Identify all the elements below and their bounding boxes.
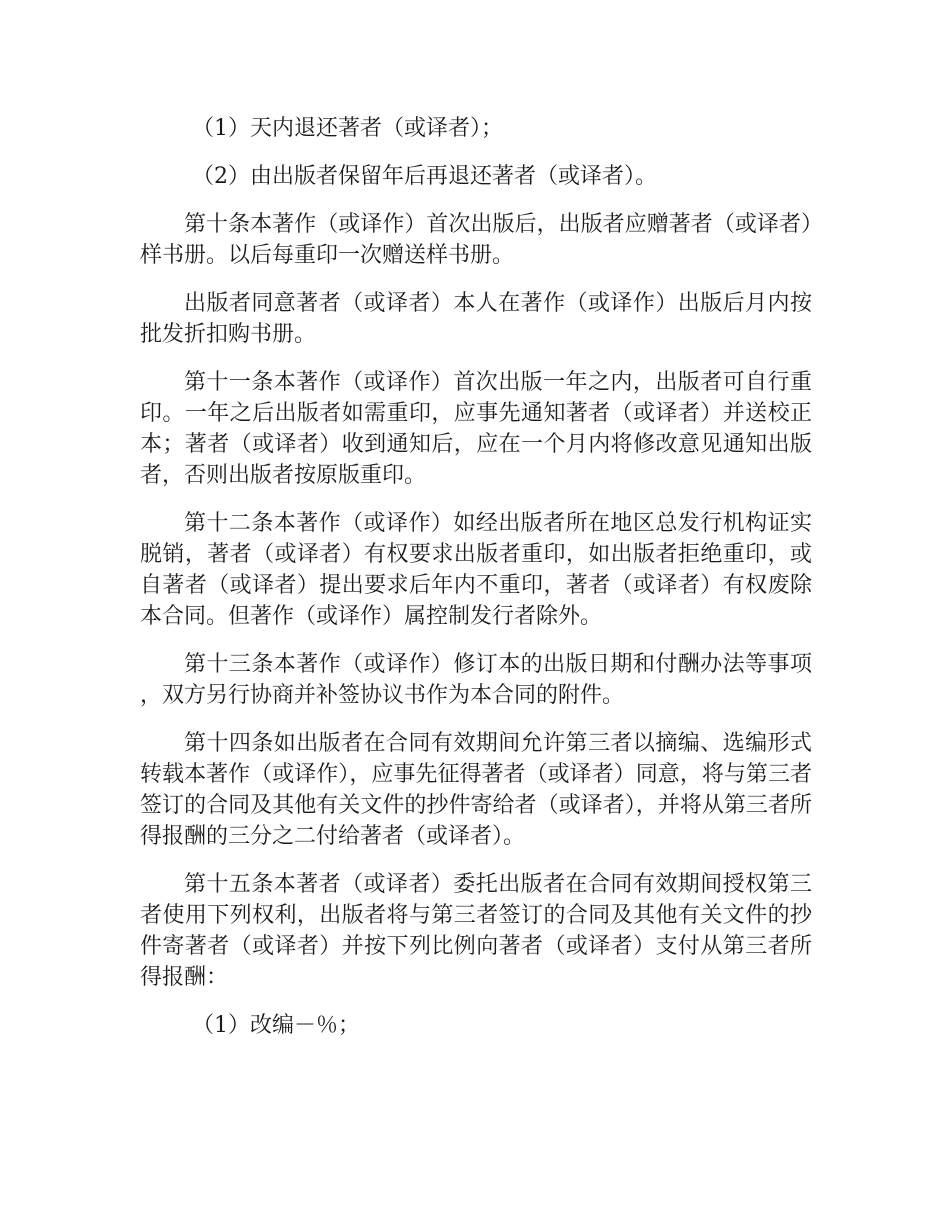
paragraph: 出版者同意著者（或译者）本人在著作（或译作）出版后月内按批发折扣购书册。 [140,291,812,347]
clause-article-13: 第十三条本著作（或译作）修订本的出版日期和付酬办法等事项，双方另行协商并补签协议书作为本合同的附件。 [140,652,812,708]
clause-article-15: 第十五条本著者（或译者）委托出版者在合同有效期间授权第三者使用下列权利，出版者将与第三者签订的合同及其他有关文件的抄件寄著者（或译者）并按下列比例向著者（或译者）支付从第三者所得报酬： [140,872,812,990]
document-page [140,113,812,1058]
clause-article-11: 第十一条本著作（或译作）首次出版一年之内，出版者可自行重印。一年之后出版者如需重印，应事先通知著者（或译者）并送校正本；著者（或译者）收到通知后，应在一个月内将修改意见通知出版者，否则出版者按原版重印。 [140,370,812,488]
clause-article-12: 第十二条本著作（或译作）如经出版者所在地区总发行机构证实脱销，著者（或译者）有权要求出版者重印，如出版者拒绝重印，或自著者（或译者）提出要求后年内不重印，著者（或译者）有权废除本合同。但著作（或译作）属控制发行者除外。 [140,511,812,629]
clause-article-14: 第十四条如出版者在合同有效期间允许第三者以摘编、选编形式转载本著作（或译作），应事先征得著者（或译者）同意，将与第三者签订的合同及其他有关文件的抄件寄给者（或译者），并将从第三者所得报酬的三分之二付给著者（或译者）。 [140,731,812,849]
list-item: （2）由出版者保留年后再退还著者（或译者）。 [192,164,657,189]
clause-article-10: 第十条本著作（或译作）首次出版后，出版者应赠著者（或译者）样书册。以后每重印一次赠送样书册。 [140,212,812,268]
list-item: （1）天内退还著者（或译者）； [192,116,503,141]
list-item: （1）改编－％； [192,1013,360,1038]
